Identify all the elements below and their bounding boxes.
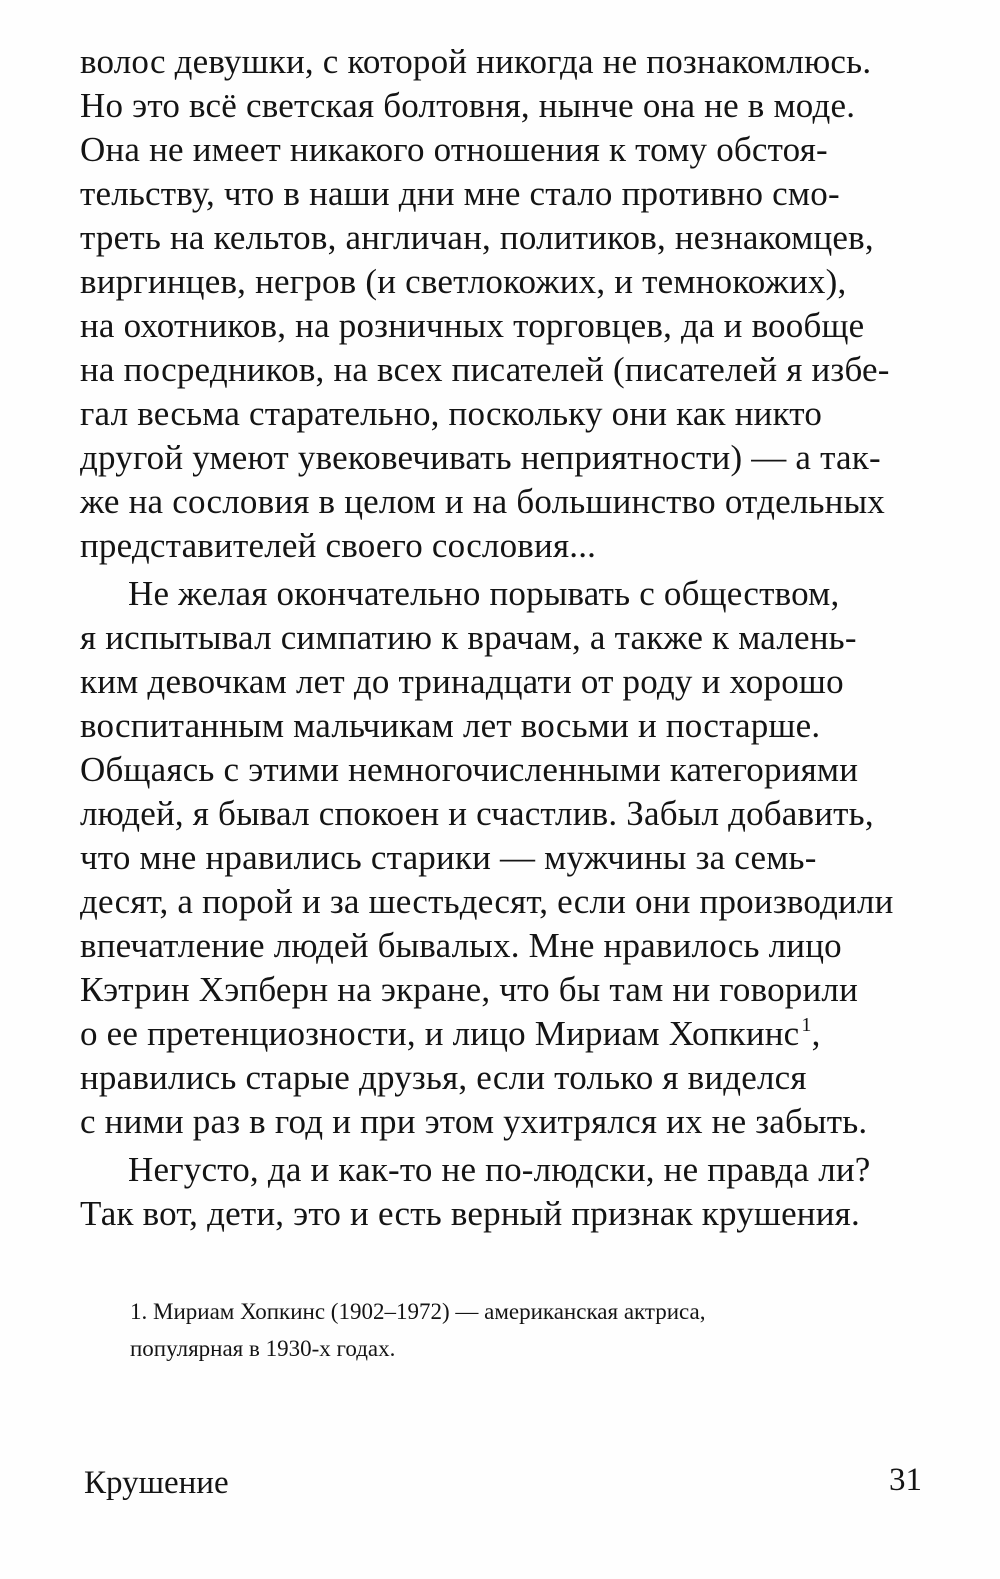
text-line: воспитанным мальчикам лет восьми и постарше. bbox=[80, 706, 821, 745]
text-line: же на сословия в целом и на большинство отдельных bbox=[80, 482, 886, 521]
text-line: Так вот, дети, это и есть верный признак крушения. bbox=[80, 1194, 860, 1233]
text-line: я испытывал симпатию к врачам, а также к малень- bbox=[80, 618, 857, 657]
footnote-line: популярная в 1930-х годах. bbox=[130, 1336, 396, 1361]
text-line: волос девушки, с которой никогда не познакомлюсь. bbox=[80, 42, 872, 81]
text-line: треть на кельтов, англичан, политиков, незнакомцев, bbox=[80, 218, 874, 257]
text-line: людей, я бывал спокоен и счастлив. Забыл добавить, bbox=[80, 794, 874, 833]
text-line: нравились старые друзья, если только я виделся bbox=[80, 1058, 807, 1097]
text-span: , bbox=[811, 1014, 821, 1053]
text-line: впечатление людей бывалых. Мне нравилось лицо bbox=[80, 926, 842, 965]
text-line: Не желая окончательно порывать с обществом, bbox=[128, 574, 840, 613]
text-line bbox=[80, 1012, 821, 1056]
text-line: с ними раз в год и при этом ухитрялся их не забыть. bbox=[80, 1102, 868, 1141]
text-line: что мне нравились старики — мужчины за семь- bbox=[80, 838, 817, 877]
text-line: виргинцев, негров (и светлокожих, и темнокожих), bbox=[80, 262, 847, 301]
running-footer-title: Крушение bbox=[84, 1465, 229, 1501]
text-span: о ее претенциозности, и лицо Мириам Хопкинс bbox=[80, 1014, 800, 1053]
text-line: Негусто, да и как-то не по-людски, не правда ли? bbox=[128, 1150, 871, 1189]
footnote-reference[interactable]: 1 bbox=[801, 1014, 812, 1036]
text-line: Но это всё светская болтовня, нынче она не в моде. bbox=[80, 86, 856, 125]
text-line: тельству, что в наши дни мне стало противно смо- bbox=[80, 174, 840, 213]
text-line: Общаясь с этими немногочисленными категориями bbox=[80, 750, 859, 789]
page-number: 31 bbox=[889, 1462, 922, 1498]
text-line: гал весьма старательно, поскольку они как никто bbox=[80, 394, 823, 433]
text-line: Кэтрин Хэпберн на экране, что бы там ни говорили bbox=[80, 970, 858, 1009]
text-line: другой умеют увековечивать неприятности) — а так- bbox=[80, 438, 881, 477]
text-line: ким девочкам лет до тринадцати от роду и хорошо bbox=[80, 662, 844, 701]
text-line: десят, а порой и за шестьдесят, если они производили bbox=[80, 882, 894, 921]
text-line: на охотников, на розничных торговцев, да и вообще bbox=[80, 306, 865, 345]
footnote-line: 1. Мириам Хопкинс (1902–1972) — американская актриса, bbox=[130, 1299, 706, 1324]
text-line: представителей своего сословия... bbox=[80, 526, 597, 565]
text-line: Она не имеет никакого отношения к тому обстоя- bbox=[80, 130, 828, 169]
text-line: на посредников, на всех писателей (писателей я избе- bbox=[80, 350, 890, 389]
